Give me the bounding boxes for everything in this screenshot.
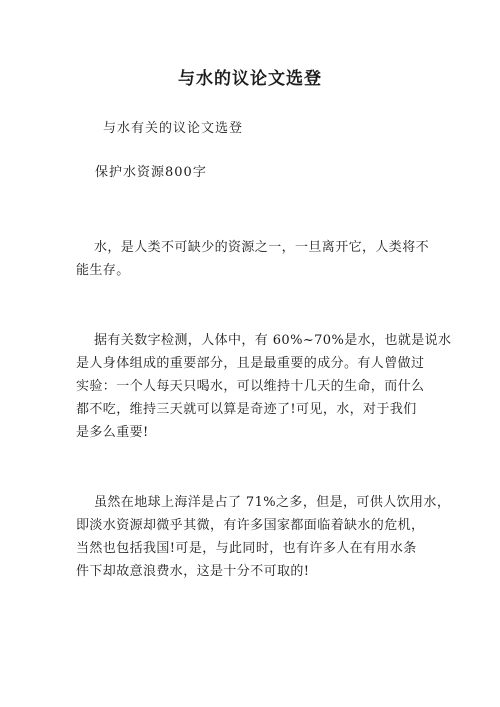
document-subtitle: 与水有关的议论文选登: [103, 121, 244, 136]
paragraph-line: 是人身体组成的重要部分，且是最重要的成分。有人曾做过: [76, 356, 425, 371]
paragraph-line: 是多么重要!: [76, 425, 149, 440]
paragraph-line: 水，是人类不可缺少的资源之一，一旦离开它，人类将不: [94, 240, 430, 255]
document-title: 与水的议论文选登: [178, 69, 322, 89]
paragraph-line: 件下却故意浪费水，这是十分不可取的!: [76, 564, 310, 579]
paragraph-1: [76, 236, 436, 282]
paragraph-3: [76, 491, 451, 583]
essay-heading: 保护水资源800字: [95, 165, 207, 180]
paragraph-line: 虽然在地球上海洋是占了 71%之多，但是，可供人饮用水，: [94, 495, 451, 510]
paragraph-line: 当然也包括我国!可是，与此同时，也有许多人在有用水条: [76, 541, 417, 556]
paragraph-line: 都不吃，维持三天就可以算是奇迹了!可见，水，对于我们: [76, 402, 417, 417]
paragraph-line: 据有关数字检测，人体中，有 60%~70%是水，也就是说水: [94, 333, 452, 348]
paragraph-line: 能生存。: [76, 263, 130, 278]
paragraph-line: 实验：一个人每天只喝水，可以维持十几天的生命，而什么: [76, 379, 425, 394]
paragraph-2: [76, 329, 452, 444]
paragraph-line: 即淡水资源却微乎其微，有许多国家都面临着缺水的危机，: [76, 518, 425, 533]
